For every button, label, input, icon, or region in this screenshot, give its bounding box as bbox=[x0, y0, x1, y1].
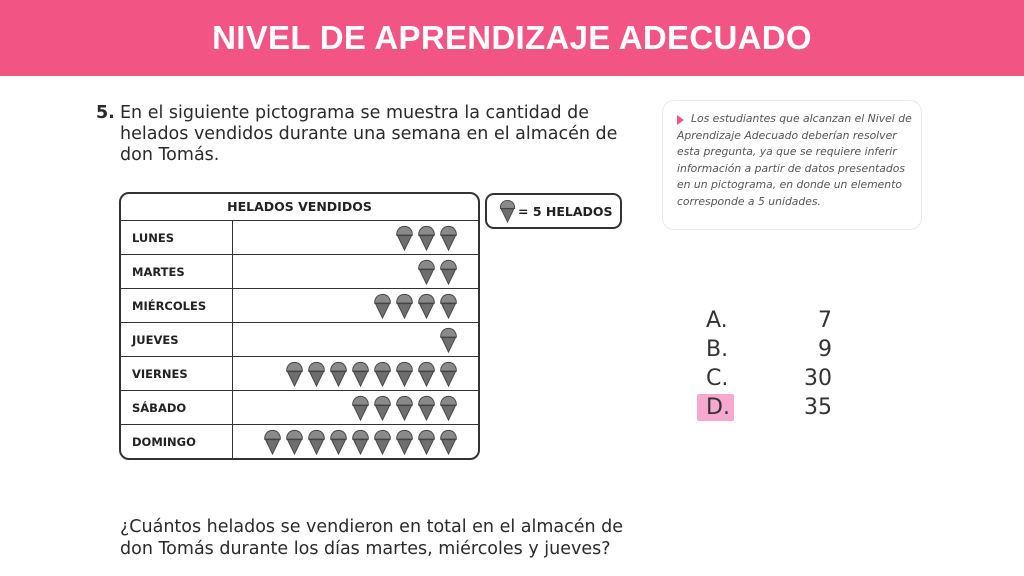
pictogram-key bbox=[485, 193, 622, 229]
teacher-note bbox=[662, 100, 922, 230]
ice-cream-cone-icon bbox=[329, 429, 348, 455]
ice-cream-cone-icon bbox=[307, 361, 326, 387]
ice-cream-cone-icon bbox=[395, 429, 414, 455]
ice-cream-cone-icon bbox=[351, 429, 370, 455]
ice-cream-cone-icon bbox=[499, 199, 516, 223]
ice-cream-cone-icon bbox=[439, 259, 458, 285]
ice-cream-cone-icon bbox=[351, 395, 370, 421]
pictogram-row bbox=[121, 289, 478, 323]
triangle-bullet-icon bbox=[677, 115, 684, 125]
ice-cream-cone-icon bbox=[351, 361, 370, 387]
key-label: = 5 HELADOS bbox=[518, 203, 613, 219]
ice-cream-cone-icon bbox=[373, 293, 392, 319]
icons-cell bbox=[233, 357, 478, 390]
followup-question: ¿Cuántos helados se vendieron en total en el almacén de don Tomás durante los días martes, miércoles y jueves? bbox=[120, 517, 624, 559]
answer-option[interactable] bbox=[697, 365, 832, 394]
pictogram-rows bbox=[121, 221, 478, 459]
ice-cream-cone-icon bbox=[439, 361, 458, 387]
answer-option[interactable] bbox=[697, 336, 832, 365]
pictogram-row bbox=[121, 255, 478, 289]
ice-cream-cone-icon bbox=[417, 293, 436, 319]
ice-cream-cone-icon bbox=[439, 293, 458, 319]
ice-cream-cone-icon bbox=[417, 259, 436, 285]
pictogram-row bbox=[121, 221, 478, 255]
pictogram-row bbox=[121, 391, 478, 425]
ice-cream-cone-icon bbox=[373, 395, 392, 421]
pictogram-row bbox=[121, 425, 478, 459]
ice-cream-cone-icon bbox=[439, 327, 458, 353]
ice-cream-cone-icon bbox=[439, 429, 458, 455]
note-text: Los estudiantes que alcanzan el Nivel de Aprendizaje Adecuado deberían resolver esta pregunta, ya que se requiere inferir información a partir de datos presentados en un pictograma, en donde un elemento corresponde a 5 unidades. bbox=[677, 112, 912, 208]
day-label: LUNES bbox=[121, 221, 233, 254]
day-label: MARTES bbox=[121, 255, 233, 288]
pictogram-title: HELADOS VENDIDOS bbox=[121, 194, 478, 221]
option-letter: D. bbox=[697, 394, 734, 421]
ice-cream-cone-icon bbox=[263, 429, 282, 455]
pictogram-table bbox=[119, 192, 480, 460]
icons-cell bbox=[233, 289, 478, 322]
ice-cream-cone-icon bbox=[373, 361, 392, 387]
option-letter: C. bbox=[706, 366, 729, 391]
ice-cream-cone-icon bbox=[329, 361, 348, 387]
option-value: 9 bbox=[818, 337, 832, 362]
day-label: SÁBADO bbox=[121, 391, 233, 424]
option-letter: B. bbox=[706, 337, 729, 362]
ice-cream-cone-icon bbox=[395, 395, 414, 421]
ice-cream-cone-icon bbox=[395, 225, 414, 251]
ice-cream-cone-icon bbox=[417, 225, 436, 251]
option-value: 30 bbox=[804, 366, 832, 391]
pictogram-row bbox=[121, 323, 478, 357]
ice-cream-cone-icon bbox=[417, 361, 436, 387]
icons-cell bbox=[233, 391, 478, 424]
option-value: 35 bbox=[804, 395, 832, 420]
day-label: DOMINGO bbox=[121, 425, 233, 459]
ice-cream-cone-icon bbox=[307, 429, 326, 455]
ice-cream-cone-icon bbox=[417, 429, 436, 455]
day-label: MIÉRCOLES bbox=[121, 289, 233, 322]
ice-cream-cone-icon bbox=[417, 395, 436, 421]
option-value: 7 bbox=[818, 308, 832, 333]
answer-option[interactable] bbox=[697, 394, 832, 423]
icons-cell bbox=[233, 425, 478, 459]
ice-cream-cone-icon bbox=[439, 225, 458, 251]
ice-cream-cone-icon bbox=[285, 429, 304, 455]
day-label: JUEVES bbox=[121, 323, 233, 356]
icons-cell bbox=[233, 323, 478, 356]
icons-cell bbox=[233, 221, 478, 254]
header-banner bbox=[0, 0, 1024, 76]
ice-cream-cone-icon bbox=[373, 429, 392, 455]
option-letter: A. bbox=[706, 308, 728, 333]
page-title: NIVEL DE APRENDIZAJE ADECUADO bbox=[212, 19, 812, 56]
question-number: 5. bbox=[96, 103, 115, 123]
ice-cream-cone-icon bbox=[499, 199, 516, 223]
answer-option[interactable] bbox=[697, 307, 832, 336]
ice-cream-cone-icon bbox=[395, 361, 414, 387]
ice-cream-cone-icon bbox=[285, 361, 304, 387]
icons-cell bbox=[233, 255, 478, 288]
question-text: En el siguiente pictograma se muestra la cantidad de helados vendidos durante una semana en el almacén de don Tomás. bbox=[120, 103, 618, 165]
ice-cream-cone-icon bbox=[395, 293, 414, 319]
pictogram-row bbox=[121, 357, 478, 391]
ice-cream-cone-icon bbox=[439, 395, 458, 421]
day-label: VIERNES bbox=[121, 357, 233, 390]
